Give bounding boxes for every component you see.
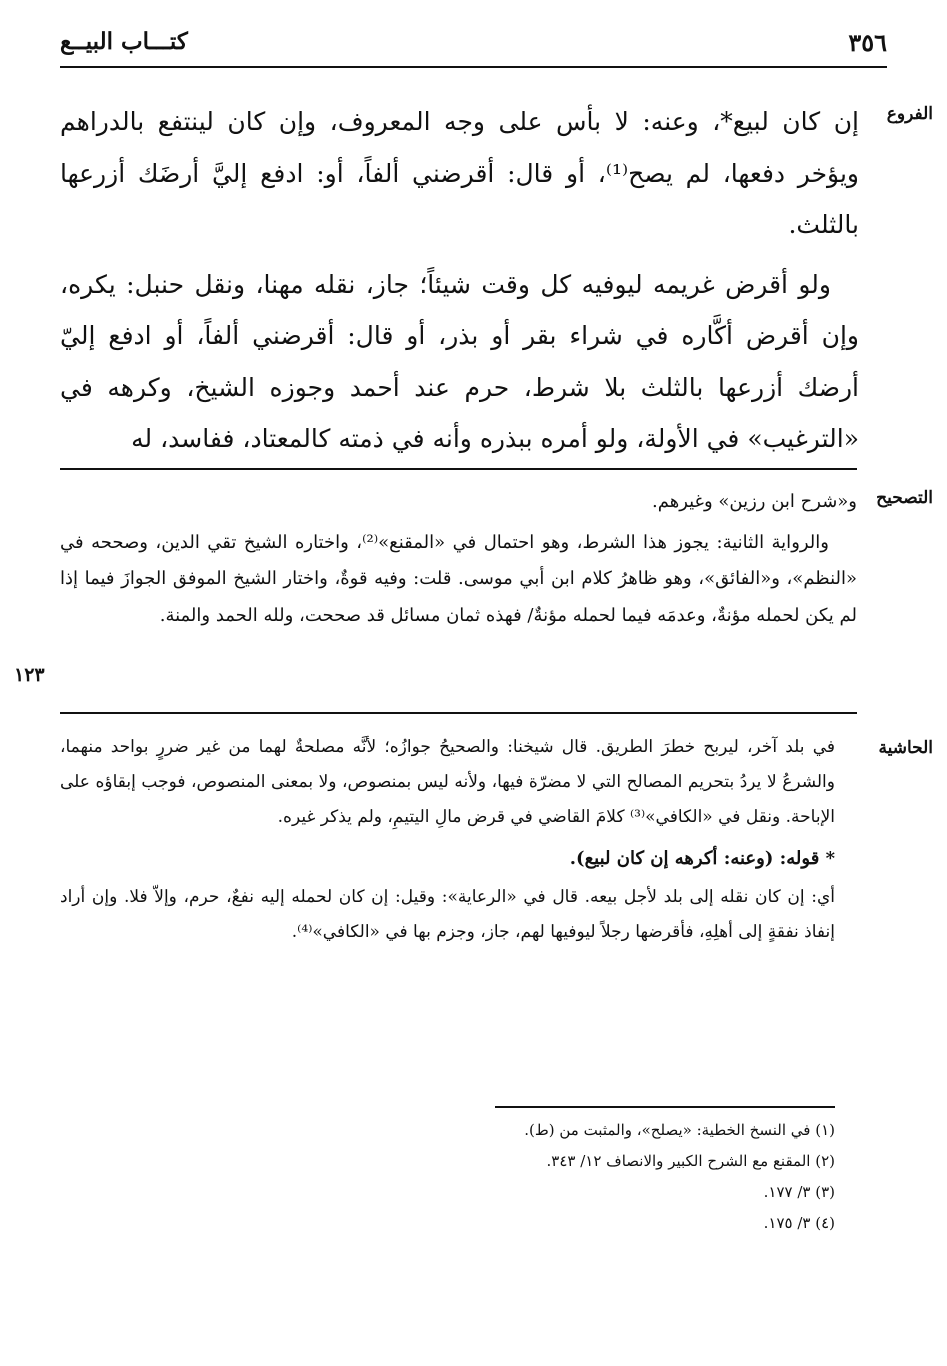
furoo-paragraph-2: ولو أقرض غريمه ليوفيه كل وقت شيئاً؛ جاز، نقله مهنا، ونقل حنبل: يكره، وإن أقرض أكَّاره في شراء بقر أو بذر، أو قال: أقرضني ألفاً، أو ادفع إليّ أرضك أزرعها بالثلث بلا شرط، حرم عند أحمد وجوزه الشيخ، وكرهه في «الترغيب» في الأولة، ولو أمره ببذره وأنه في ذمته كالمعتاد، ففاسد، له [60,269,859,453]
section-divider [60,712,857,714]
footnote-rule [495,1106,835,1108]
header-rule [60,66,887,68]
page-header [60,28,887,62]
section-label-hashiya: الحاشية [878,738,933,758]
footnote-3: (٣) ٣/ ١٧٧. [763,1183,835,1201]
footnotes [200,1118,835,1242]
section-divider [60,468,857,470]
section-label-furoo: الفروع [886,104,933,124]
footnote-4: (٤) ٣/ ١٧٥. [763,1214,835,1232]
section-label-tasheeh: التصحيح [876,488,933,508]
side-page-number: ١٢٣ [14,664,45,686]
hashiya-quote-heading: * قوله: (وعنه: أكرهه إن كان لبيع). [569,848,835,869]
page-number: ٣٥٦ [848,28,887,57]
running-title: كتـــاب البيــع [60,28,188,55]
tasheeh-paragraph-2: والرواية الثانية: يجوز هذا الشرط، وهو احتمال في «المقنع»⁽²⁾، واختاره الشيخ تقي الدين، وصححه في «النظم»، و«الفائق»، وهو ظاهرُ كلام ابن أبي موسى. قلت: وفيه قوةٌ، واختار الشيخ الموفق الجوازَ فيما إذا لم يكن لحمله مؤنةٌ، وعدمَه فيما لحمله مؤنةٌ/ فهذه ثمان مسائل قد صححت، ولله الحمد والمنة. [60,531,857,626]
tasheeh-paragraph-1: و«شرح ابن رزين» وغيرهم. [652,491,857,512]
furoo-text [60,96,859,465]
furoo-paragraph-1: إن كان لبيع*، وعنه: لا بأس على وجه المعروف، وإن كان لينتفع بالدراهم ويؤخر دفعها، لم يصح⁽¹⁾، أو قال: أقرضني ألفاً، أو: ادفع إليَّ أرضَك أزرعها بالثلث. [60,107,859,239]
hashiya-text [60,730,835,950]
footnote-1: (١) في النسخ الخطية: «يصلح»، والمثبت من (ط). [524,1121,835,1139]
hashiya-paragraph-1: في بلد آخر، ليربح خطرَ الطريق. قال شيخنا: والصحيحُ جوازُه؛ لأنَّه مصلحةٌ لهما من غير ضررٍ بواحد منهما، والشرعُ لا يردُ بتحريم المصالح التي لا مضرّة فيها، ولأنه ليس بمنصوص، ولا بمعنى المنصوص، فوجب إبقاؤه على الإباحة. ونقل في «الكافي»⁽³⁾ كلامَ القاضي في قرض مالِ اليتيمِ، ولم يذكر غيره. [60,737,835,827]
hashiya-paragraph-2: أي: إن كان نقله إلى بلد لأجل بيعه. قال في «الرعاية»: وقيل: إن كان لحمله إليه نفعٌ، حرم، وإلاّ فلا. وإن أراد إنفاذ نفقةٍ إلى أهلِهِ، فأقرضها رجلاً ليوفيها لهم، جاز، وجزم بها في «الكافي»⁽⁴⁾. [60,887,835,942]
footnote-2: (٢) المقنع مع الشرح الكبير والانصاف ١٢/ ٣٤٣. [546,1152,835,1170]
tasheeh-text [60,484,857,634]
